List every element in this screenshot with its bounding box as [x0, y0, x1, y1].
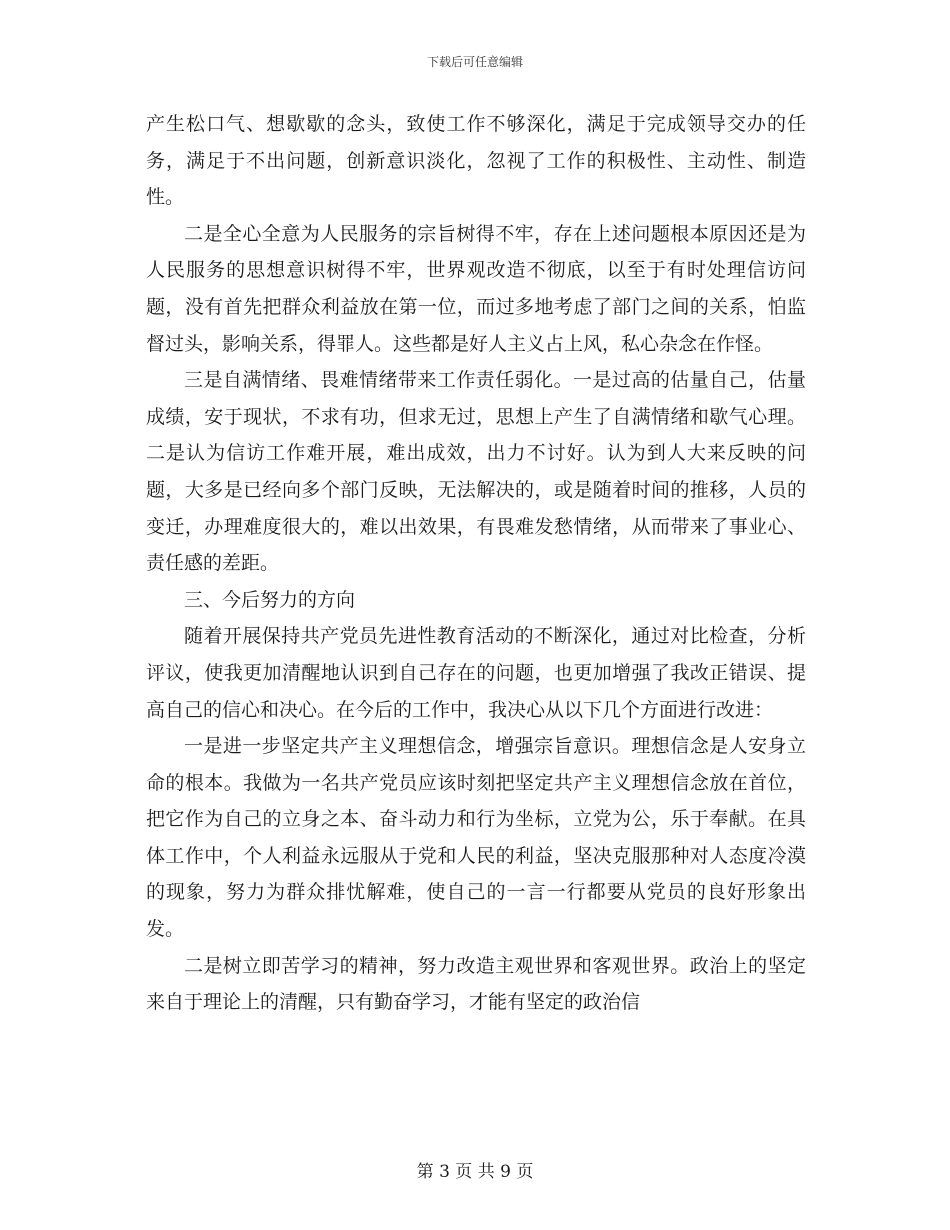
paragraph-3: 三是自满情绪、畏难情绪带来工作责任弱化。一是过高的估量自己，估量成绩，安于现状，不求有功，但求无过，思想上产生了自满情绪和歇气心理。二是认为信访工作难开展，难出成效，出力不讨好。认为到人大来反映的问题，大多是已经向多个部门反映，无法解决的，或是随着时间的推移，人员的变迁，办理难度很大的，难以出效果，有畏难发愁情绪，从而带来了事业心、责任感的差距。: [146, 369, 806, 575]
paragraph-4: 随着开展保持共产党员先进性教育活动的不断深化，通过对比检查，分析评议，使我更加清醒地认识到自己存在的问题，也更加增强了我改正错误、提高自己的信心和决心。在今后的工作中，我决心从以下几个方面进行改进：: [146, 625, 806, 721]
paragraph-2: 二是全心全意为人民服务的宗旨树得不牢，存在上述问题根本原因还是为人民服务的思想意识树得不牢，世界观改造不彻底，以至于有时处理信访问题，没有首先把群众利益放在第一位，而过多地考虑了部门之间的关系，怕监督过头，影响关系，得罪人。这些都是好人主义占上风，私心杂念在作怪。: [146, 222, 806, 355]
document-body: [146, 106, 806, 1021]
paragraph-1: 产生松口气、想歇歇的念头，致使工作不够深化，满足于完成领导交办的任务，满足于不出问题，创新意识淡化，忽视了工作的积极性、主动性、制造性。: [146, 113, 806, 209]
paragraph-5: 一是进一步坚定共产主义理想信念，增强宗旨意识。理想信念是人安身立命的根本。我做为一名共产党员应该时刻把坚定共产主义理想信念放在首位，把它作为自己的立身之本、奋斗动力和行为坐标，立党为公，乐于奉献。在具体工作中，个人利益永远服从于党和人民的利益，坚决克服那种对人态度冷漠的现象，努力为群众排忧解难，使自己的一言一行都要从党员的良好形象出发。: [146, 735, 806, 941]
section-heading: 三、今后努力的方向: [184, 588, 356, 611]
page-header-note: 下载后可任意编辑: [426, 55, 523, 69]
paragraph-6: 二是树立即苦学习的精神，努力改造主观世界和客观世界。政治上的坚定来自于理论上的清醒，只有勤奋学习，才能有坚定的政治信: [146, 954, 806, 1014]
page-number-footer: 第 3 页 共 9 页: [416, 1162, 534, 1182]
